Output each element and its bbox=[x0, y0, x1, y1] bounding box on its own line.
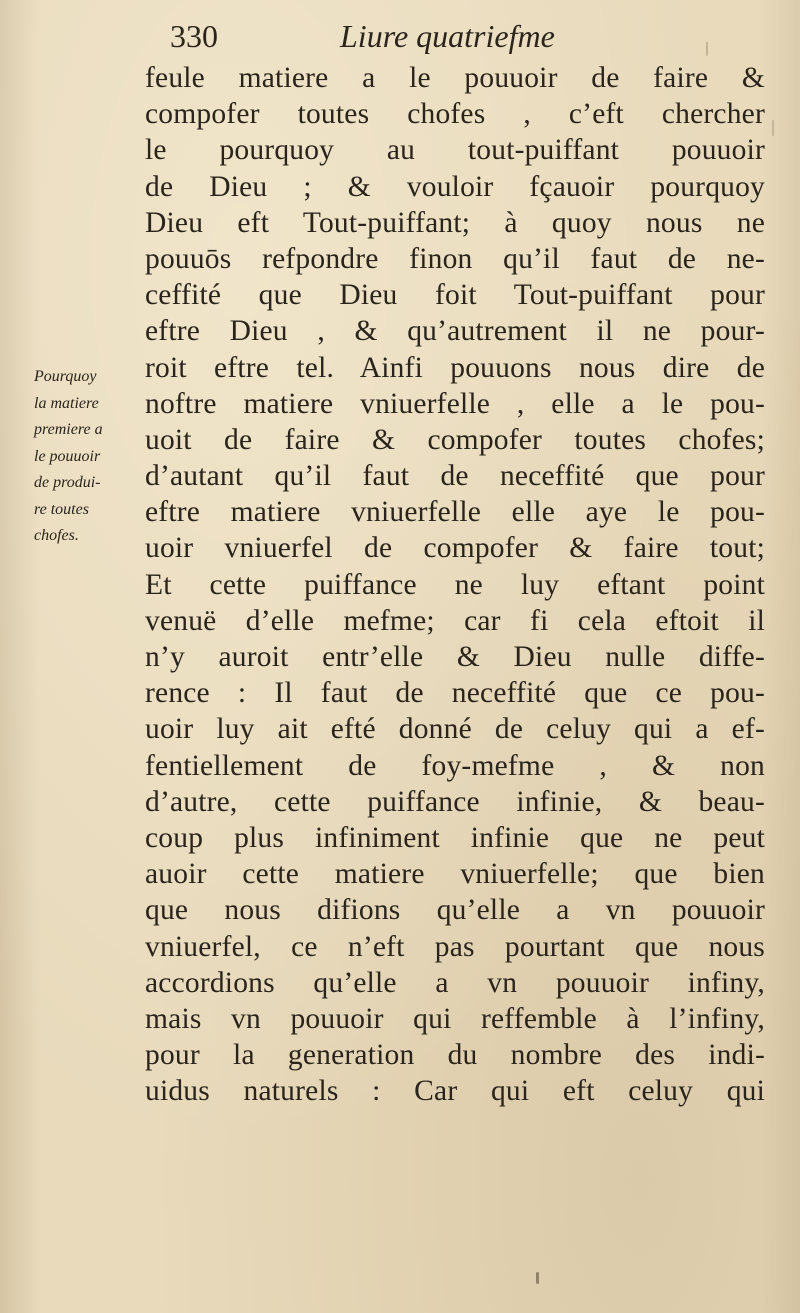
text-line: Et cette puiffance ne luy eftant point bbox=[145, 568, 765, 601]
text-line: accordions qu’elle a vn pouuoir infiny, bbox=[145, 966, 765, 999]
text-line: uoit de faire & compofer toutes chofes; bbox=[145, 423, 765, 456]
margin-note bbox=[34, 364, 134, 550]
paper-speck bbox=[706, 42, 708, 56]
margin-note-line: le pouuoir bbox=[34, 447, 101, 465]
page-number: 330 bbox=[170, 18, 218, 54]
text-line: vniuerfel, ce n’eft pas pourtant que nous bbox=[145, 930, 765, 963]
text-line: pouuōs refpondre finon qu’il faut de ne- bbox=[145, 242, 765, 275]
text-line: rence : Il faut de neceffité que ce pou- bbox=[145, 677, 765, 710]
margin-note-line: la matiere bbox=[34, 394, 99, 412]
text-line: Dieu eft Tout-puiffant; à quoy nous ne bbox=[145, 206, 765, 239]
text-line: d’autant qu’il faut de neceffité que pour bbox=[145, 460, 765, 493]
margin-note-line: de produi- bbox=[34, 474, 101, 491]
text-line: uoir vniuerfel de compofer & faire tout; bbox=[145, 532, 765, 565]
text-line: noftre matiere vniuerfelle , elle a le pou- bbox=[145, 387, 765, 420]
text-line: coup plus infiniment infinie que ne peut bbox=[145, 821, 765, 854]
text-line: uoir luy ait efté donné de celuy qui a ef- bbox=[145, 713, 765, 746]
text-line: que nous difions qu’elle a vn pouuoir bbox=[145, 894, 765, 927]
paper-speck bbox=[772, 120, 774, 136]
margin-note-line: Pourquoy bbox=[34, 368, 97, 385]
text-line: pour la generation du nombre des indi- bbox=[145, 1039, 765, 1072]
margin-note-line: re toutes bbox=[34, 500, 89, 518]
text-line: ceffité que Dieu foit Tout-puiffant pour bbox=[145, 279, 765, 312]
text-line: compofer toutes chofes , c’eft chercher bbox=[145, 98, 765, 131]
text-line: n’y auroit entr’elle & Dieu nulle diffe- bbox=[145, 641, 765, 673]
text-line: roit eftre tel. Ainfi pouuons nous dire de bbox=[145, 351, 765, 384]
text-line: auoir cette matiere vniuerfelle; que bien bbox=[145, 858, 765, 891]
text-line: venuë d’elle mefme; car fi cela eftoit il bbox=[145, 604, 765, 637]
body-text bbox=[145, 60, 765, 1109]
text-line: eftre Dieu , & qu’autrement il ne pour- bbox=[145, 315, 765, 348]
text-line: uidus naturels : Car qui eft celuy qui bbox=[145, 1075, 765, 1108]
text-line: d’autre, cette puiffance infinie, & beau- bbox=[145, 785, 765, 818]
margin-note-line: premiere a bbox=[34, 421, 103, 438]
running-title: Liure quatriefme bbox=[340, 18, 555, 54]
text-line: eftre matiere vniuerfelle elle aye le pou- bbox=[145, 496, 765, 529]
page-header bbox=[170, 14, 690, 64]
text-line: de Dieu ; & vouloir fçauoir pourquoy bbox=[145, 170, 765, 203]
paper-speck bbox=[536, 1272, 539, 1284]
margin-note-line: chofes. bbox=[34, 527, 79, 544]
text-line: fentiellement de foy-mefme , & non bbox=[145, 749, 765, 782]
text-line: feule matiere a le pouuoir de faire & bbox=[145, 62, 765, 94]
text-line: mais vn pouuoir qui reffemble à l’infiny, bbox=[145, 1002, 765, 1035]
text-line: le pourquoy au tout-puiffant pouuoir bbox=[145, 134, 765, 167]
